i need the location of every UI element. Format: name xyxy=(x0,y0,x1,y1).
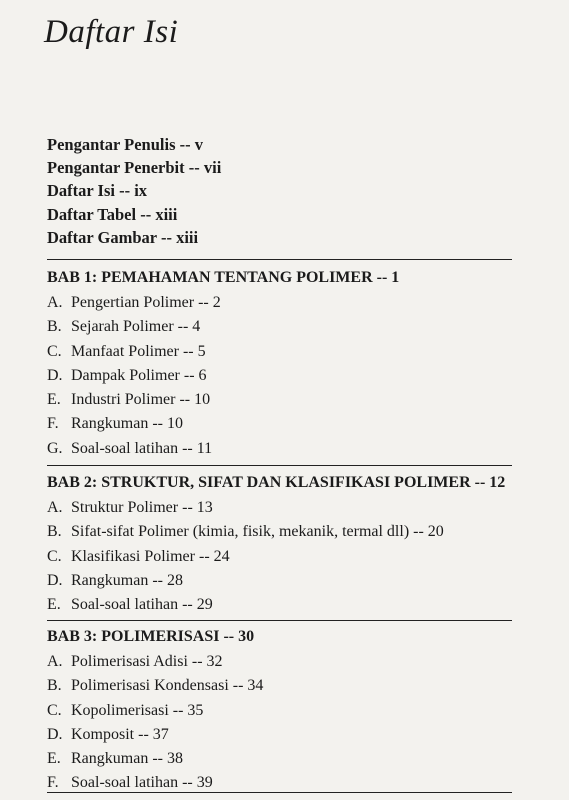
list-item xyxy=(47,569,517,593)
front-matter-item: Daftar Isi -- ix xyxy=(47,181,148,201)
item-text: Struktur Polimer -- 13 xyxy=(71,499,213,516)
divider xyxy=(47,259,512,260)
list-item xyxy=(47,291,517,315)
divider xyxy=(47,792,512,793)
list-item xyxy=(47,496,517,520)
item-letter: C. xyxy=(47,342,62,360)
item-letter: C. xyxy=(47,701,62,719)
chapter-1 xyxy=(47,267,517,461)
item-letter: D. xyxy=(47,366,63,384)
item-letter: E. xyxy=(47,596,61,614)
list-item xyxy=(47,650,517,674)
item-text: Klasifikasi Polimer -- 24 xyxy=(71,547,230,565)
front-matter-list xyxy=(47,133,221,249)
chapter-heading: BAB 2: STRUKTUR, SIFAT DAN KLASIFIKASI POLIMER -- 12 xyxy=(47,474,506,491)
item-letter: E. xyxy=(47,391,61,409)
chapter-heading: BAB 3: POLIMERISASI -- 30 xyxy=(47,628,255,645)
page-title: Daftar Isi xyxy=(44,14,179,50)
list-item xyxy=(47,340,517,364)
item-letter: D. xyxy=(47,725,63,743)
front-matter-item: Daftar Tabel -- xiii xyxy=(47,204,178,224)
list-item xyxy=(47,364,517,388)
list-item xyxy=(47,723,517,747)
list-item xyxy=(47,520,517,544)
item-text: Dampak Polimer -- 6 xyxy=(71,366,207,384)
item-letter: A. xyxy=(47,653,63,670)
item-letter: F. xyxy=(47,415,59,433)
chapter-3 xyxy=(47,626,517,796)
item-text: Manfaat Polimer -- 5 xyxy=(71,342,206,360)
item-text: Soal-soal latihan -- 11 xyxy=(71,439,213,457)
item-text: Soal-soal latihan -- 29 xyxy=(71,596,213,614)
chapter-2 xyxy=(47,472,517,617)
item-text: Polimerisasi Kondensasi -- 34 xyxy=(71,677,264,695)
item-text: Sifat-sifat Polimer (kimia, fisik, mekanik, termal dll) -- 20 xyxy=(71,523,444,541)
item-text: Soal-soal latihan -- 39 xyxy=(71,774,213,792)
item-text: Rangkuman -- 10 xyxy=(71,415,183,433)
list-item xyxy=(47,315,517,339)
divider xyxy=(47,620,512,621)
item-letter: C. xyxy=(47,547,62,565)
list-item xyxy=(47,412,517,436)
item-text: Rangkuman -- 28 xyxy=(71,571,183,589)
item-letter: A. xyxy=(47,499,63,516)
item-text: Komposit -- 37 xyxy=(71,725,169,743)
item-letter: B. xyxy=(47,523,62,541)
item-text: Sejarah Polimer -- 4 xyxy=(71,318,201,336)
item-text: Polimerisasi Adisi -- 32 xyxy=(71,653,223,670)
list-item xyxy=(47,674,517,698)
chapter-heading: BAB 1: PEMAHAMAN TENTANG POLIMER -- 1 xyxy=(47,269,400,286)
list-item xyxy=(47,545,517,569)
item-letter: B. xyxy=(47,677,62,695)
front-matter-item: Pengantar Penerbit -- vii xyxy=(47,158,222,178)
divider xyxy=(47,465,512,466)
item-letter: G. xyxy=(47,439,63,457)
item-letter: D. xyxy=(47,571,63,589)
list-item xyxy=(47,699,517,723)
item-text: Industri Polimer -- 10 xyxy=(71,391,211,409)
list-item xyxy=(47,593,517,617)
item-letter: F. xyxy=(47,774,59,792)
item-letter: B. xyxy=(47,318,62,336)
item-text: Kopolimerisasi -- 35 xyxy=(71,701,204,719)
front-matter-item: Pengantar Penulis -- v xyxy=(47,135,203,154)
item-letter: A. xyxy=(47,294,63,311)
list-item xyxy=(47,747,517,771)
list-item xyxy=(47,437,517,461)
front-matter-item: Daftar Gambar -- xiii xyxy=(47,227,199,247)
item-text: Pengertian Polimer -- 2 xyxy=(71,294,221,311)
list-item xyxy=(47,388,517,412)
item-letter: E. xyxy=(47,750,61,768)
item-text: Rangkuman -- 38 xyxy=(71,750,183,768)
